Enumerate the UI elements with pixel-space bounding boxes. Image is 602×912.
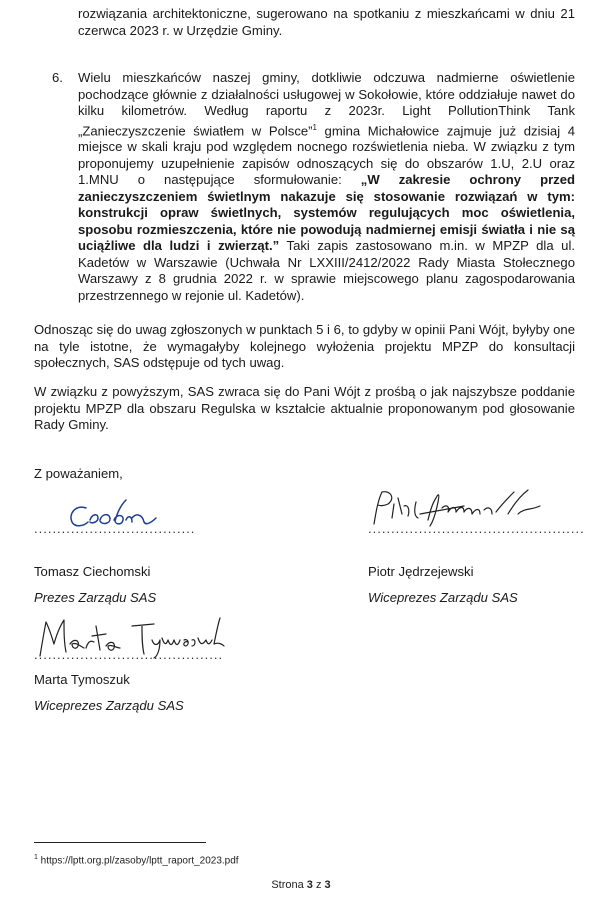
signatory-2-role: Wiceprezes Zarządu SAS	[368, 590, 518, 605]
signatory-3-name: Marta Tymoszuk	[34, 672, 130, 687]
page-label: Strona	[271, 879, 307, 891]
signatory-2-name: Piotr Jędrzejewski	[368, 564, 474, 579]
item-6-proposed-wording: „W zakresie ochrony przed zanieczyszczeniem świetlnym nakazuje się stosowanie rozwiązań w tym: konstrukcji opraw świetlnych, systemów regulujących moc oświetlenia, sposobu rozmieszczenia, które nie powodują nadmiernej emisji światła i nie są uciążliwe dla ludzi i zwierząt.”	[78, 172, 575, 254]
item-6-number: 6.	[52, 70, 63, 85]
signatory-3-role: Wiceprezes Zarządu SAS	[34, 698, 184, 713]
signatory-1-name: Tomasz Ciechomski	[34, 564, 151, 579]
withdrawal-paragraph: Odnosząc się do uwag zgłoszonych w punktach 5 i 6, to gdyby w opinii Pani Wójt, byłyby one na tyle istotne, że wymagałyby kolejnego wyłożenia projektu MPZP do konsultacji społecznych, SAS odstępuje od tych uwag.	[34, 322, 575, 370]
item-6-text-b: gmina Michałowice zajmuje już dzisiaj 4 miejsce w skali kraju pod względem nocnego rozświetlenia nieba. W związku z tym proponujemy uzupełnienie zapisów odnoszących się do obszarów 1.U, 2.U oraz 1.MNU o następujące sformułowanie:	[78, 122, 575, 188]
footnote-reference: 1	[312, 122, 317, 132]
page-current: 3	[306, 879, 313, 891]
page-separator: z	[312, 879, 325, 891]
footnote	[34, 851, 239, 867]
item-6-text	[78, 70, 575, 304]
signature-line-1: ...................................	[34, 521, 196, 536]
closing-salutation: Z poważaniem,	[34, 466, 123, 481]
signature-line-3: .........................................	[34, 647, 224, 662]
page-total: 3	[324, 879, 331, 891]
signature-line-2: ...............................................	[368, 521, 585, 536]
request-paragraph: W związku z powyższym, SAS zwraca się do Pani Wójt z prośbą o jak najszybsze poddanie projektu MPZP dla obszaru Regulska w kształcie aktualnie proponowanym pod głosowanie Rady Gminy.	[34, 384, 575, 432]
item-6-text-a: Wielu mieszkańców naszej gminy, dotkliwie odczuwa nadmierne oświetlenie pochodzące głównie z działalności usługowej w Sokołowie, które oddziałuje nawet do kilku kilometrów. Według raportu z 2023r. Light PollutionThink Tank „Zanieczyszczenie światłem w Polsce”	[78, 70, 575, 138]
footnote-separator	[34, 842, 206, 843]
item-5-continuation: rozwiązania architektoniczne, sugerowano na spotkaniu z mieszkańcami w dniu 21 czerwca 2023 r. w Urzędzie Gminy.	[78, 6, 575, 38]
footnote-marker: 1	[34, 854, 38, 861]
footnote-url: https://lptt.org.pl/zasoby/lptt_raport_2023.pdf	[37, 855, 239, 867]
page-number	[0, 878, 602, 892]
signatory-1-role: Prezes Zarządu SAS	[34, 590, 157, 605]
item-6-text-c: Taki zapis zastosowano m.in. w MPZP dla ul. Kadetów w Warszawie (Uchwała Nr LXXIII/2412/2022 Rady Miasta Stołecznego Warszawy z 8 grudnia 2022 r. w sprawie miejscowego planu zagospodarowania przestrzennego w rejonie ul. Kadetów).	[78, 238, 575, 303]
